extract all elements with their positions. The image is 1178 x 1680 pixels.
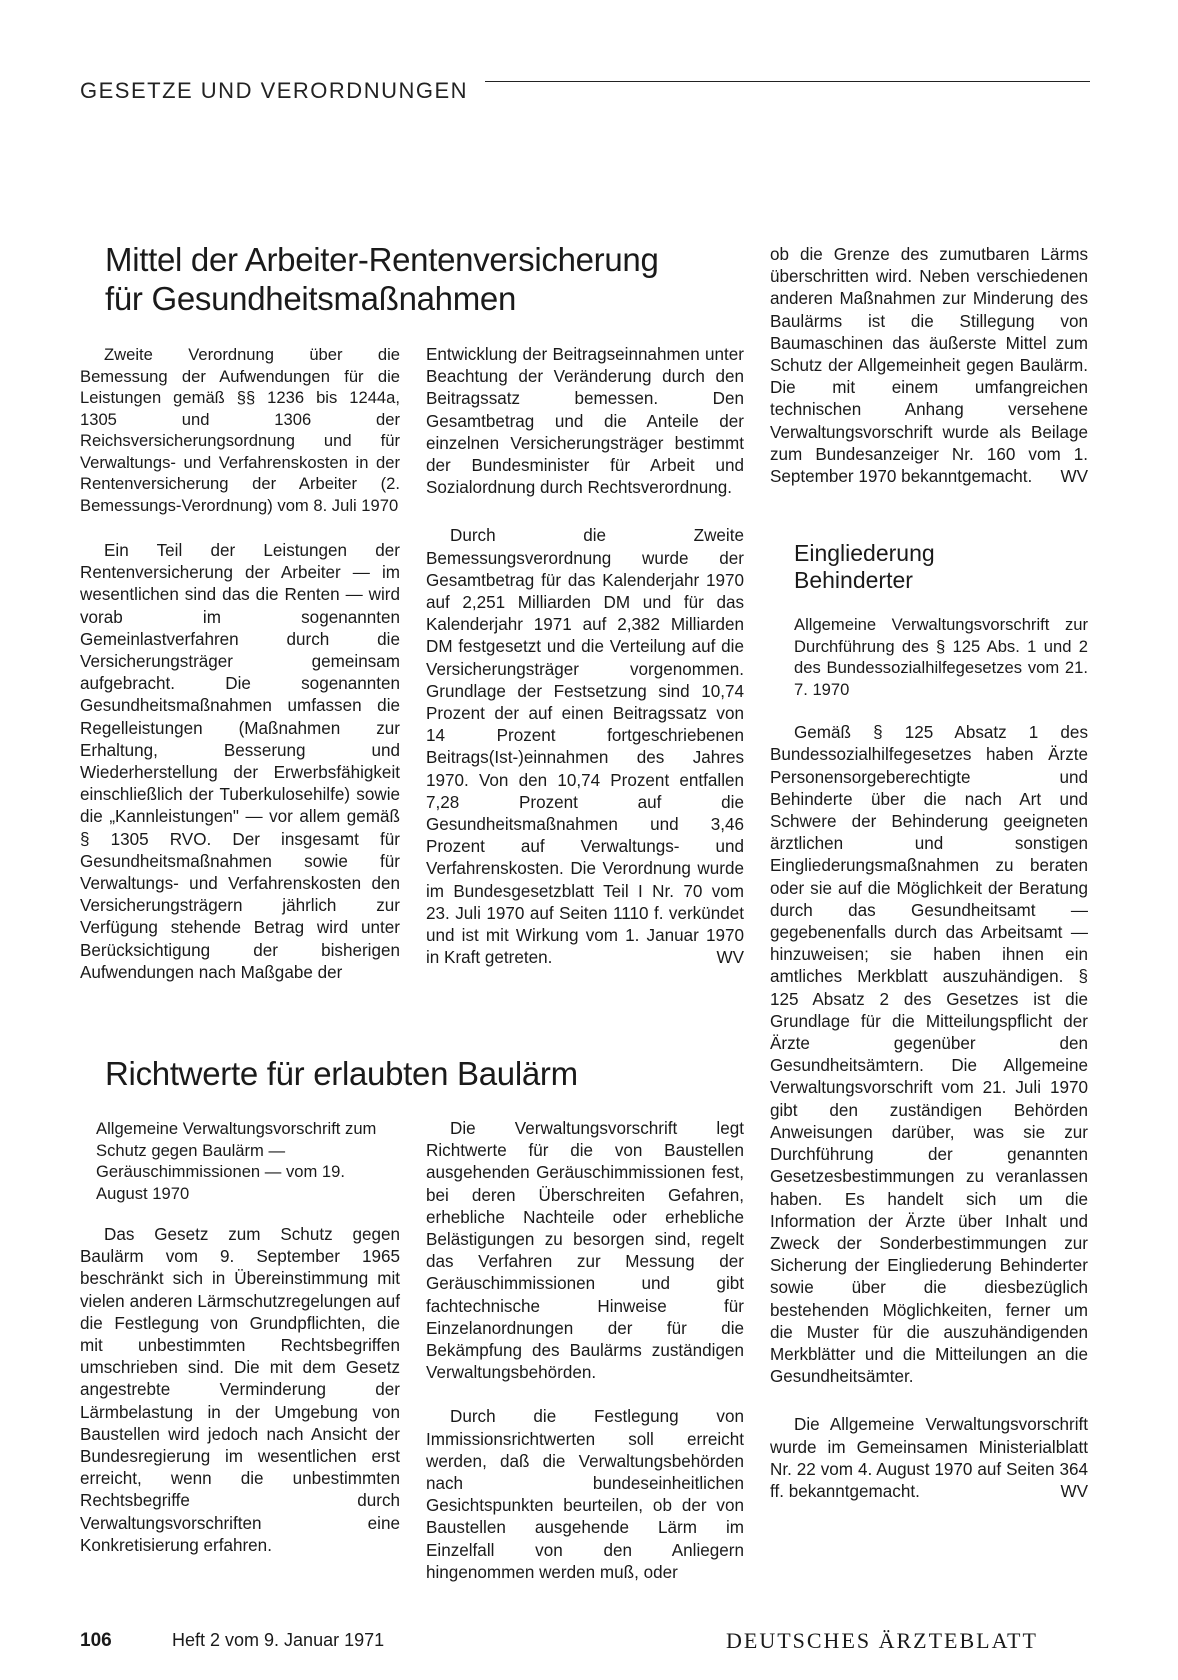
article1-paragraph-3 [426,525,744,969]
article2-column-left [80,1118,400,1557]
article2-paragraph-3: Durch die Festlegung von Immissionsrichtwerten soll erreicht werden, daß die Verwaltungsbehörden nach bundeseinheitlichen Gesichtspunkten beurteilen, ob der von Baustellen ausgehende Lärm im Einzelfall von den Anliegern hingenommen werden muß, oder [426,1407,744,1582]
article2-signature: WV [1060,467,1088,487]
page-number: 106 [80,1630,112,1651]
journal-masthead: DEUTSCHES ÄRZTEBLATT [726,1628,1038,1653]
article3-title-line2: Behinderter [794,567,913,594]
article3-paragraph-2 [770,1414,1088,1503]
section-rule [485,81,1090,82]
article2-paragraph-2: Die Verwaltungsvorschrift legt Richtwerte für die von Baustellen ausgehenden Geräuschimmissionen fest, bei deren Überschreiten Gefahren, erhebliche Nachteile oder erhebliche Belästigungen zu besorgen sind, regelt das Verfahren zur Messung der Geräuschimmissionen und gibt fachtechnische Hinweise für Einzelanordnungen der für die Bekämpfung des Baulärms zuständigen Verwaltungsbehörden. [426,1119,744,1383]
article3-signature: WV [1060,1481,1088,1501]
right-column [770,244,1088,1503]
article1-lead: Zweite Verordnung über die Bemessung der Aufwendungen für die Leistungen gemäß §§ 1236 bis 1244a, 1305 und 1306 der Reichsversicherungsordnung und für Verwaltungs- und Verfahrenskosten in der Rentenversicherung der Arbeiter (2. Bemessungs-Verordnung) vom 8. Juli 1970 [80,345,400,515]
article1-column-middle [426,344,744,969]
article2-paragraph-4-text: ob die Grenze des zumutbaren Lärms überschritten wird. Neben verschiedenen anderen Maßnahmen zur Minderung des Baulärms ist die Stillegung von Baumaschinen das äußerste Mittel zum Schutz der Allgemeinheit gegen Baulärm. Die mit einem umfangreichen technischen Anhang versehene Verwaltungsvorschrift wurde als Beilage zum Bundesanzeiger Nr. 160 vom 1. September 1970 bekanntgemacht. [770,245,1088,487]
issue-line: Heft 2 vom 9. Januar 1971 [172,1630,385,1650]
article2-paragraph-1: Das Gesetz zum Schutz gegen Baulärm vom 9. September 1965 beschränkt sich in Übereinstimmung mit vielen anderen Lärmschutzregelungen auf die Festlegung von Grundpflichten, die mit unbestimmten Rechtsbegriffen umschrieben sind. Die mit dem Gesetz angestrebte Verminderung der Lärmbelastung in der Umgebung von Baustellen wird jedoch nach Ansicht der Bundesregierung im wesentlichen erst erreicht, wenn die unbestimmten Rechtsbegriffe durch Verwaltungsvorschriften eine Konkretisierung erfahren. [80,1225,400,1555]
article2-paragraph-4 [770,244,1088,488]
section-title: GESETZE UND VERORDNUNGEN [80,78,469,103]
article3-title-line1: Eingliederung [794,540,935,567]
article1-title-line2: für Gesundheitsmaßnahmen [105,280,517,317]
article1-signature: WV [716,948,744,968]
article3-paragraph-1: Gemäß § 125 Absatz 1 des Bundessozialhilfegesetzes haben Ärzte Personensorgeberechtigte und Behinderte über die nach Art und Schwere der Behinderung geeigneten ärztlichen und sonstigen Eingliederungsmaßnahmen zu beraten oder sie auf die Möglichkeit der Beratung durch das Gesundheitsamt — gegebenenfalls durch das Arbeitsamt — hinzuweisen; sie haben ihnen ein amtliches Merkblatt auszuhändigen. § 125 Absatz 2 des Gesetzes ist die Grundlage für die Mitteilungspflicht der Ärzte gegenüber den Gesundheitsämtern. Die Allgemeine Verwaltungsvorschrift vom 21. Juli 1970 gibt den zuständigen Behörden Anweisungen darüber, was sie zur Durchführung der genannten Gesetzesbestimmungen zu veranlassen haben. Es handelt sich um die Information der Ärzte über Inhalt und Zweck der Sonderbestimmungen zur Sicherung der Eingliederung Behinderter sowie über die diesbezüglich bestehenden Möglichkeiten, ferner um die Muster für die auszuhändigenden Merkblätter und die Mitteilungen an die Gesundheitsämter. [770,723,1088,1387]
article2-column-middle [426,1118,744,1584]
article1-column-left [80,344,400,984]
article3-title [770,540,1088,594]
article2-title: Richtwerte für erlaubten Baulärm [105,1055,578,1092]
article1-paragraph-2: Entwicklung der Beitragseinnahmen unter Beachtung der Veränderung durch den Beitragssatz bemessen. Den Gesamtbetrag und die Anteile der einzelnen Versicherungsträger bestimmt der Bundesminister für Arbeit und Sozialordnung durch Rechtsverordnung. [426,345,744,498]
article1-paragraph-3-text: Durch die Zweite Bemessungsverordnung wurde der Gesamtbetrag für das Kalenderjahr 1970 auf 2,251 Milliarden DM und für das Kalenderjahr 1971 auf 2,382 Milliarden DM festgesetzt und die Verteilung auf die Versicherungsträger vorgenommen. Grundlage der Festsetzung sind 10,74 Prozent der auf einen Beitragssatz von 14 Prozent fortgeschriebenen Beitrags(Ist-)einnahmen des Jahres 1970. Von den 10,74 Prozent entfallen 7,28 Prozent auf die Gesundheitsmaßnahmen und 3,46 Prozent auf Verwaltungs- und Verfahrenskosten. Die Verordnung wurde im Bundesgesetzblatt Teil I Nr. 70 vom 23. Juli 1970 auf Seiten 1110 f. verkündet und ist mit Wirkung vom 1. Januar 1970 in Kraft getreten. [426,526,744,968]
article1-title [105,240,765,318]
article1-title-line1: Mittel der Arbeiter-Rentenversicherung [105,241,659,278]
article3-paragraph-2-text: Die Allgemeine Verwaltungsvorschrift wurde im Gemeinsamen Ministerialblatt Nr. 22 vom 4. August 1970 auf Seiten 364 ff. bekanntgemacht. [770,1415,1088,1501]
article2-lead: Allgemeine Verwaltungsvorschrift zum Schutz gegen Baulärm — Geräuschimmissionen — vom 19. August 1970 [96,1119,377,1203]
article1-paragraph-1: Ein Teil der Leistungen der Rentenversicherung der Arbeiter — im wesentlichen sind das die Renten — wird vorab im sogenannten Gemeinlastverfahren durch die Versicherungsträger gemeinsam aufgebracht. Die sogenannten Gesundheitsmaßnahmen umfassen die Regelleistungen (Maßnahmen zur Erhaltung, Besserung und Wiederherstellung der Erwerbsfähigkeit einschließlich der Tuberkulosehilfe) sowie die „Kannleistungen" — vor allem gemäß § 1305 RVO. Der insgesamt für Gesundheitsmaßnahmen sowie für Verwaltungs- und Verfahrenskosten den Versicherungsträgern jährlich zur Verfügung stehende Betrag wird unter Berücksichtigung der bisherigen Aufwendungen nach Maßgabe der [80,541,400,982]
article3-lead: Allgemeine Verwaltungsvorschrift zur Durchführung des § 125 Abs. 1 und 2 des Bundessozialhilfegesetzes vom 21. 7. 1970 [794,615,1088,699]
